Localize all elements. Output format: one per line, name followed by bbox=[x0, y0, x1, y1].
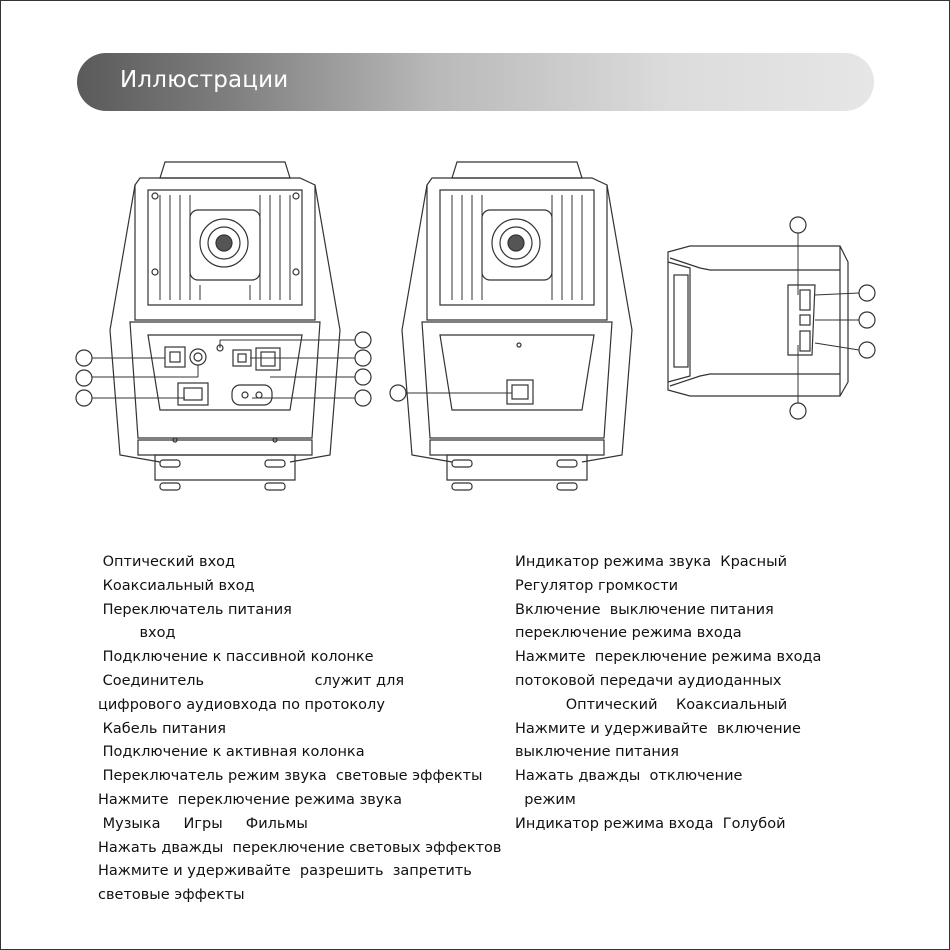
legend-line: переключение режима входа bbox=[515, 625, 742, 642]
legend-line: световые эффекты bbox=[98, 887, 245, 904]
callouts-side bbox=[790, 217, 875, 419]
legend-line: Коаксиальный вход bbox=[98, 577, 255, 594]
legend-line: Подключение к активная колонка bbox=[98, 744, 365, 761]
left-legend-column bbox=[98, 551, 502, 908]
legend-line: Индикатор режима звука Красный bbox=[515, 554, 788, 570]
legend-line: Регулятор громкости bbox=[515, 577, 679, 594]
legend-line: Оптический Коаксиальный bbox=[515, 696, 788, 713]
legend-line: Нажать дважды переключение световых эффектов bbox=[98, 839, 502, 856]
legend-line: Индикатор режима входа Голубой bbox=[515, 815, 786, 832]
speaker-side-illustration bbox=[668, 246, 848, 396]
legend-line: Музыка Игры Фильмы bbox=[98, 815, 308, 832]
passive-speaker-rear-illustration bbox=[402, 162, 632, 490]
legend-line: выключение питания bbox=[515, 744, 680, 761]
active-speaker-rear-illustration bbox=[110, 162, 340, 490]
legend-line: потоковой передачи аудиоданных bbox=[515, 672, 782, 689]
legend-line: Кабель питания bbox=[98, 720, 226, 737]
legend-line: Включение выключение питания bbox=[515, 601, 774, 618]
legend-line: Подключение к пассивной колонке bbox=[98, 649, 374, 666]
legend-line: Нажмите переключение режима звука bbox=[98, 791, 403, 808]
legend-line: цифрового аудиовхода по протоколу bbox=[98, 696, 385, 713]
legend-line: Нажать дважды отключение bbox=[515, 768, 743, 785]
section-title: Иллюстрации bbox=[120, 67, 289, 93]
legend-line: Переключатель режим звука световые эффекты bbox=[98, 768, 483, 785]
right-legend-column bbox=[515, 551, 915, 837]
legend-line: вход bbox=[98, 625, 176, 642]
legend-line: Соединитель служит для bbox=[98, 672, 405, 689]
legend-line: режим bbox=[515, 791, 576, 808]
legend-line: Нажмите и удерживайте разрешить запретить bbox=[98, 863, 472, 880]
legend-line: Переключатель питания bbox=[98, 601, 292, 618]
legend-line: Нажмите и удерживайте включение bbox=[515, 720, 801, 737]
legend-line: Оптический вход bbox=[98, 554, 236, 570]
legend-line: Нажмите переключение режима входа bbox=[515, 649, 822, 666]
